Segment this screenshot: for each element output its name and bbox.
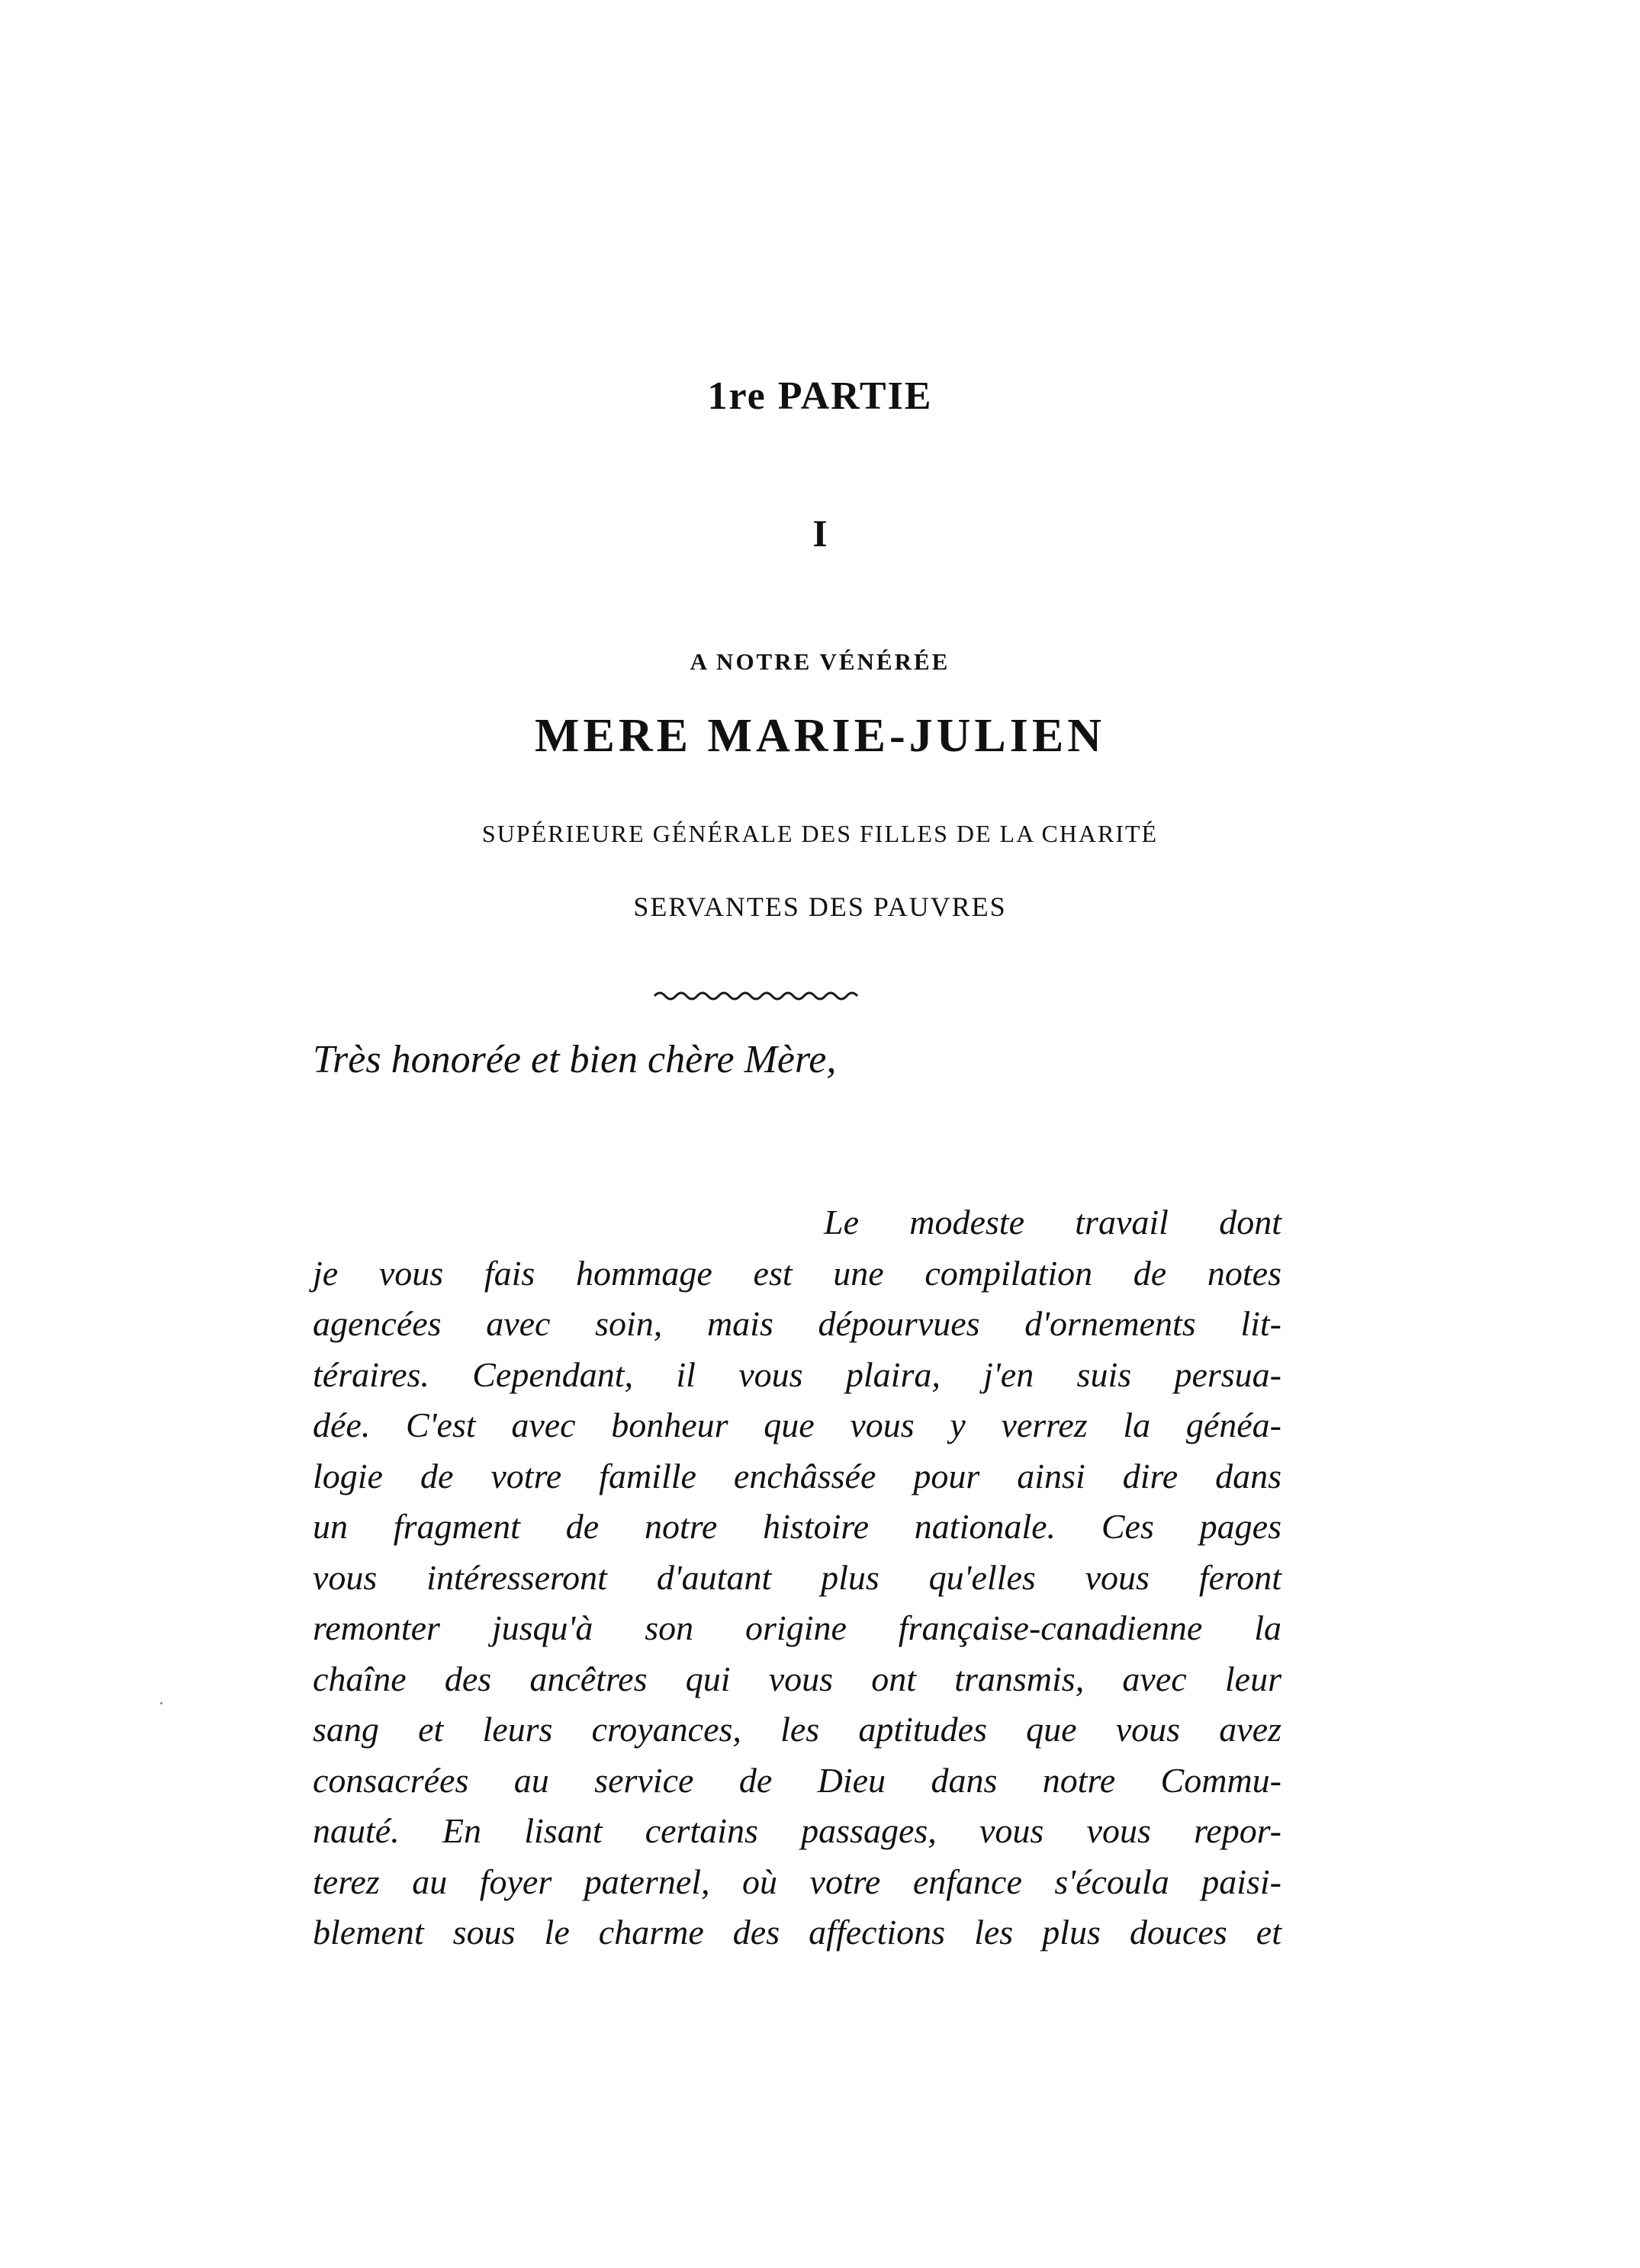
letter-line: chaîne des ancêtres qui vous ont transmis, avec leur (313, 1659, 1281, 1698)
letter-line: agencées avec soin, mais dépourvues d'ornements lit- (313, 1304, 1281, 1343)
dedicatee-title-line-2: SERVANTES DES PAUVRES (633, 891, 1007, 922)
letter-line: blement sous le charme des affections les plus douces et (313, 1913, 1281, 1952)
letter-line: vous intéresseront d'autant plus qu'elles vous feront (313, 1557, 1281, 1597)
letter-line: je vous fais hommage est une compilation de notes (313, 1253, 1281, 1293)
letter-salutation: Très honorée et bien chère Mère, (313, 1038, 837, 1081)
letter-line: dée. C'est avec bonheur que vous y verrez la généa- (313, 1405, 1281, 1444)
letter-line: téraires. Cependant, il vous plaira, j'en suis persua- (313, 1354, 1281, 1394)
letter-line: Le modeste travail dont (824, 1203, 1281, 1242)
letter-line: terez au foyer paternel, où votre enfance s'écoula paisi- (313, 1862, 1281, 1901)
letter-line: un fragment de notre histoire nationale. Ces pages (313, 1507, 1281, 1546)
letter-line: logie de votre famille enchâssée pour ainsi dire dans (313, 1456, 1281, 1495)
letter-line: consacrées au service de Dieu dans notre Commu- (313, 1760, 1281, 1800)
chapter-number: I (812, 512, 828, 554)
wavy-divider-ornament (653, 988, 859, 1004)
letter-line: nauté. En lisant certains passages, vous vous repor- (313, 1811, 1281, 1850)
letter-line: sang et leurs croyances, les aptitudes que vous avez (313, 1710, 1281, 1749)
letter-body (313, 1197, 1281, 1958)
part-title: 1re PARTIE (707, 374, 933, 418)
dedicatee-title-line-1: SUPÉRIEURE GÉNÉRALE DES FILLES DE LA CHARITÉ (481, 820, 1159, 847)
scan-speck (160, 1702, 162, 1704)
letter-line: remonter jusqu'à son origine française-canadienne la (313, 1608, 1281, 1647)
dedicatee-name: MERE MARIE-JULIEN (534, 710, 1106, 762)
dedication-intro: A NOTRE VÉNÉRÉE (690, 648, 950, 675)
